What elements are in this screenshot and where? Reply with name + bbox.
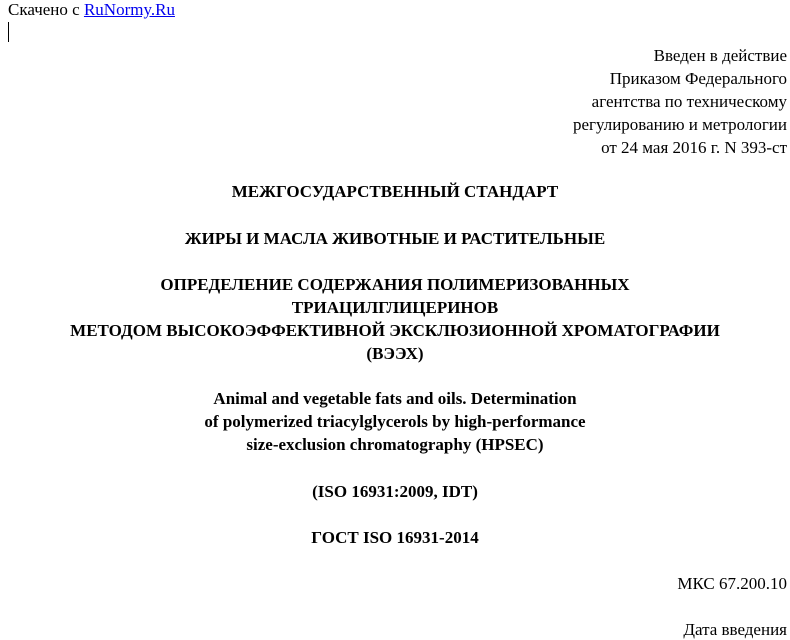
intro-line-4: регулированию и метрологии [572, 115, 787, 134]
subtitle-ru-line-3: МЕТОДОМ ВЫСОКОЭФФЕКТИВНОЙ ЭКСКЛЮЗИОННОЙ ХРОМАТОГРАФИИ [70, 321, 720, 340]
title-en-heading [0, 387, 790, 456]
subtitle-ru-line-2: ТРИАЦИЛГЛИЦЕРИНОВ [291, 298, 499, 317]
title-en-line-2: of polymerized triacylglycerols by high-performance [204, 412, 586, 431]
text-cursor [8, 22, 9, 42]
subtitle-ru-heading [0, 273, 790, 365]
runormy-link[interactable]: RuNormy.Ru [83, 0, 175, 19]
title-en-line-1: Animal and vegetable fats and oils. Determination [213, 389, 577, 408]
title-ru-line-1: ЖИРЫ И МАСЛА ЖИВОТНЫЕ И РАСТИТЕЛЬНЫЕ [184, 229, 606, 248]
download-source-prefix: Скачено с [8, 0, 84, 19]
gost-number [0, 526, 790, 549]
standard-type-heading [0, 180, 790, 203]
intro-line-3: агентства по техническому [591, 92, 787, 111]
intro-line-5: от 24 мая 2016 г. N 393-ст [601, 138, 787, 157]
standard-type-text: МЕЖГОСУДАРСТВЕННЫЙ СТАНДАРТ [231, 182, 559, 201]
gost-number-text: ГОСТ ISO 16931-2014 [311, 528, 479, 547]
iso-reference [0, 480, 790, 503]
title-ru-heading [0, 227, 790, 250]
intro-line-1: Введен в действие [653, 46, 787, 65]
download-source-line [8, 0, 175, 20]
subtitle-ru-line-1: ОПРЕДЕЛЕНИЕ СОДЕРЖАНИЯ ПОЛИМЕРИЗОВАННЫХ [160, 275, 630, 294]
iso-reference-text: (ISO 16931:2009, IDT) [312, 482, 478, 501]
title-en-line-3: size-exclusion chromatography (HPSEC) [246, 435, 544, 454]
intro-block [573, 44, 787, 159]
mks-code: МКС 67.200.10 [677, 574, 787, 593]
intro-line-2: Приказом Федерального [609, 69, 787, 88]
subtitle-ru-line-4: (ВЭЭХ) [366, 344, 424, 363]
date-intro-label: Дата введения [683, 620, 787, 639]
